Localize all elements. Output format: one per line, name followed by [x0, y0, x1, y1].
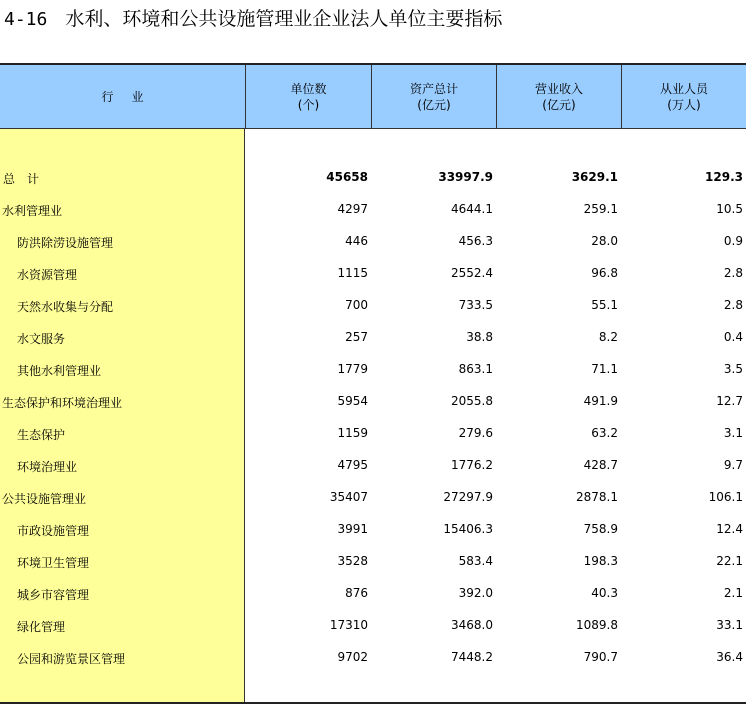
header-revenue	[496, 65, 621, 128]
row-label: 水文服务	[17, 332, 66, 346]
cell-assets: 7448.2	[451, 650, 493, 664]
header-industry: 行业	[101, 89, 162, 104]
table-row-total	[0, 161, 746, 193]
header-units-name: 单位数	[290, 81, 327, 96]
table-row	[0, 289, 746, 321]
cell-units: 4297	[337, 202, 368, 216]
table-row	[0, 513, 746, 545]
cell-revenue: 259.1	[583, 202, 618, 216]
cell-revenue: 8.2	[598, 330, 618, 344]
table-body	[0, 161, 746, 673]
cell-revenue: 28.0	[591, 234, 618, 248]
table-header	[0, 65, 746, 129]
cell-assets: 4644.1	[451, 202, 493, 216]
cell-units: 5954	[337, 394, 368, 408]
cell-units: 876	[345, 586, 368, 600]
row-label: 其他水利管理业	[17, 364, 102, 378]
table-row	[0, 321, 746, 353]
cell-units: 9702	[337, 650, 368, 664]
row-label: 环境卫生管理	[17, 556, 90, 570]
cell-units: 446	[345, 234, 368, 248]
cell-units: 3528	[337, 554, 368, 568]
cell-employees: 3.5	[723, 362, 743, 376]
cell-employees: 3.1	[723, 426, 743, 440]
cell-revenue: 1089.8	[576, 618, 618, 632]
cell-revenue: 71.1	[591, 362, 618, 376]
cell-units: 17310	[329, 618, 368, 632]
cell-assets: 27297.9	[443, 490, 493, 504]
header-units-unit: (个)	[297, 97, 320, 112]
cell-units: 257	[345, 330, 368, 344]
table-row	[0, 225, 746, 257]
page-title	[4, 6, 502, 32]
cell-assets: 15406.3	[443, 522, 493, 536]
row-label: 天然水收集与分配	[17, 300, 114, 314]
header-assets	[371, 65, 496, 128]
row-label: 公园和游览景区管理	[17, 652, 126, 666]
cell-employees: 10.5	[716, 202, 743, 216]
cell-employees: 12.7	[716, 394, 743, 408]
cell-units: 35407	[329, 490, 368, 504]
table-row	[0, 609, 746, 641]
cell-revenue: 491.9	[583, 394, 618, 408]
table-number: 4-16	[4, 9, 48, 30]
cell-assets: 583.4	[458, 554, 493, 568]
cell-assets: 38.8	[466, 330, 493, 344]
row-label: 水利管理业	[2, 204, 63, 218]
table-row	[0, 449, 746, 481]
table-row	[0, 353, 746, 385]
table-row	[0, 545, 746, 577]
row-label: 生态保护	[17, 428, 66, 442]
cell-revenue: 198.3	[583, 554, 618, 568]
cell-revenue: 40.3	[591, 586, 618, 600]
cell-units: 1115	[337, 266, 368, 280]
cell-assets: 2552.4	[451, 266, 493, 280]
row-label: 公共设施管理业	[2, 492, 87, 506]
cell-units: 1779	[337, 362, 368, 376]
cell-units: 4795	[337, 458, 368, 472]
cell-employees: 12.4	[716, 522, 743, 536]
cell-assets: 279.6	[458, 426, 493, 440]
row-label: 绿化管理	[17, 620, 66, 634]
row-label: 生态保护和环境治理业	[2, 396, 123, 410]
row-label: 水资源管理	[17, 268, 78, 282]
cell-assets: 392.0	[458, 586, 493, 600]
table-row	[0, 577, 746, 609]
cell-employees: 2.1	[723, 586, 743, 600]
row-label: 总计	[3, 172, 52, 186]
cell-employees: 33.1	[716, 618, 743, 632]
cell-units: 45658	[326, 170, 368, 184]
cell-employees: 2.8	[723, 266, 743, 280]
row-label: 市政设施管理	[17, 524, 90, 538]
cell-units: 1159	[337, 426, 368, 440]
cell-assets: 3468.0	[451, 618, 493, 632]
cell-assets: 456.3	[458, 234, 493, 248]
table-title: 水利、环境和公共设施管理业企业法人单位主要指标	[65, 8, 503, 30]
cell-revenue: 55.1	[591, 298, 618, 312]
cell-revenue: 428.7	[583, 458, 618, 472]
table-row	[0, 385, 746, 417]
cell-assets: 33997.9	[438, 170, 493, 184]
header-units	[245, 65, 371, 128]
cell-employees: 106.1	[708, 490, 743, 504]
row-label: 防洪除涝设施管理	[17, 236, 114, 250]
header-employees-unit: (万人)	[667, 97, 701, 112]
row-label: 环境治理业	[17, 460, 78, 474]
cell-revenue: 2878.1	[576, 490, 618, 504]
header-assets-name: 资产总计	[409, 81, 458, 96]
table-row	[0, 481, 746, 513]
cell-employees: 22.1	[716, 554, 743, 568]
cell-units: 3991	[337, 522, 368, 536]
header-revenue-name: 营业收入	[534, 81, 583, 96]
table-row	[0, 417, 746, 449]
row-label: 城乡市容管理	[17, 588, 90, 602]
cell-assets: 2055.8	[451, 394, 493, 408]
cell-employees: 2.8	[723, 298, 743, 312]
cell-assets: 863.1	[458, 362, 493, 376]
header-revenue-unit: (亿元)	[542, 97, 576, 112]
header-employees-name: 从业人员	[659, 81, 708, 96]
header-employees	[621, 65, 746, 128]
cell-assets: 733.5	[458, 298, 493, 312]
cell-revenue: 758.9	[583, 522, 618, 536]
cell-employees: 9.7	[723, 458, 743, 472]
cell-revenue: 790.7	[583, 650, 618, 664]
table-row	[0, 641, 746, 673]
cell-revenue: 63.2	[591, 426, 618, 440]
cell-assets: 1776.2	[451, 458, 493, 472]
cell-employees: 0.9	[723, 234, 743, 248]
cell-employees: 0.4	[723, 330, 743, 344]
cell-employees: 129.3	[705, 170, 743, 184]
cell-employees: 36.4	[716, 650, 743, 664]
table-row	[0, 193, 746, 225]
table-row	[0, 257, 746, 289]
cell-revenue: 3629.1	[571, 170, 618, 184]
bottom-rule	[0, 702, 746, 704]
header-assets-unit: (亿元)	[417, 97, 451, 112]
cell-units: 700	[345, 298, 368, 312]
cell-revenue: 96.8	[591, 266, 618, 280]
